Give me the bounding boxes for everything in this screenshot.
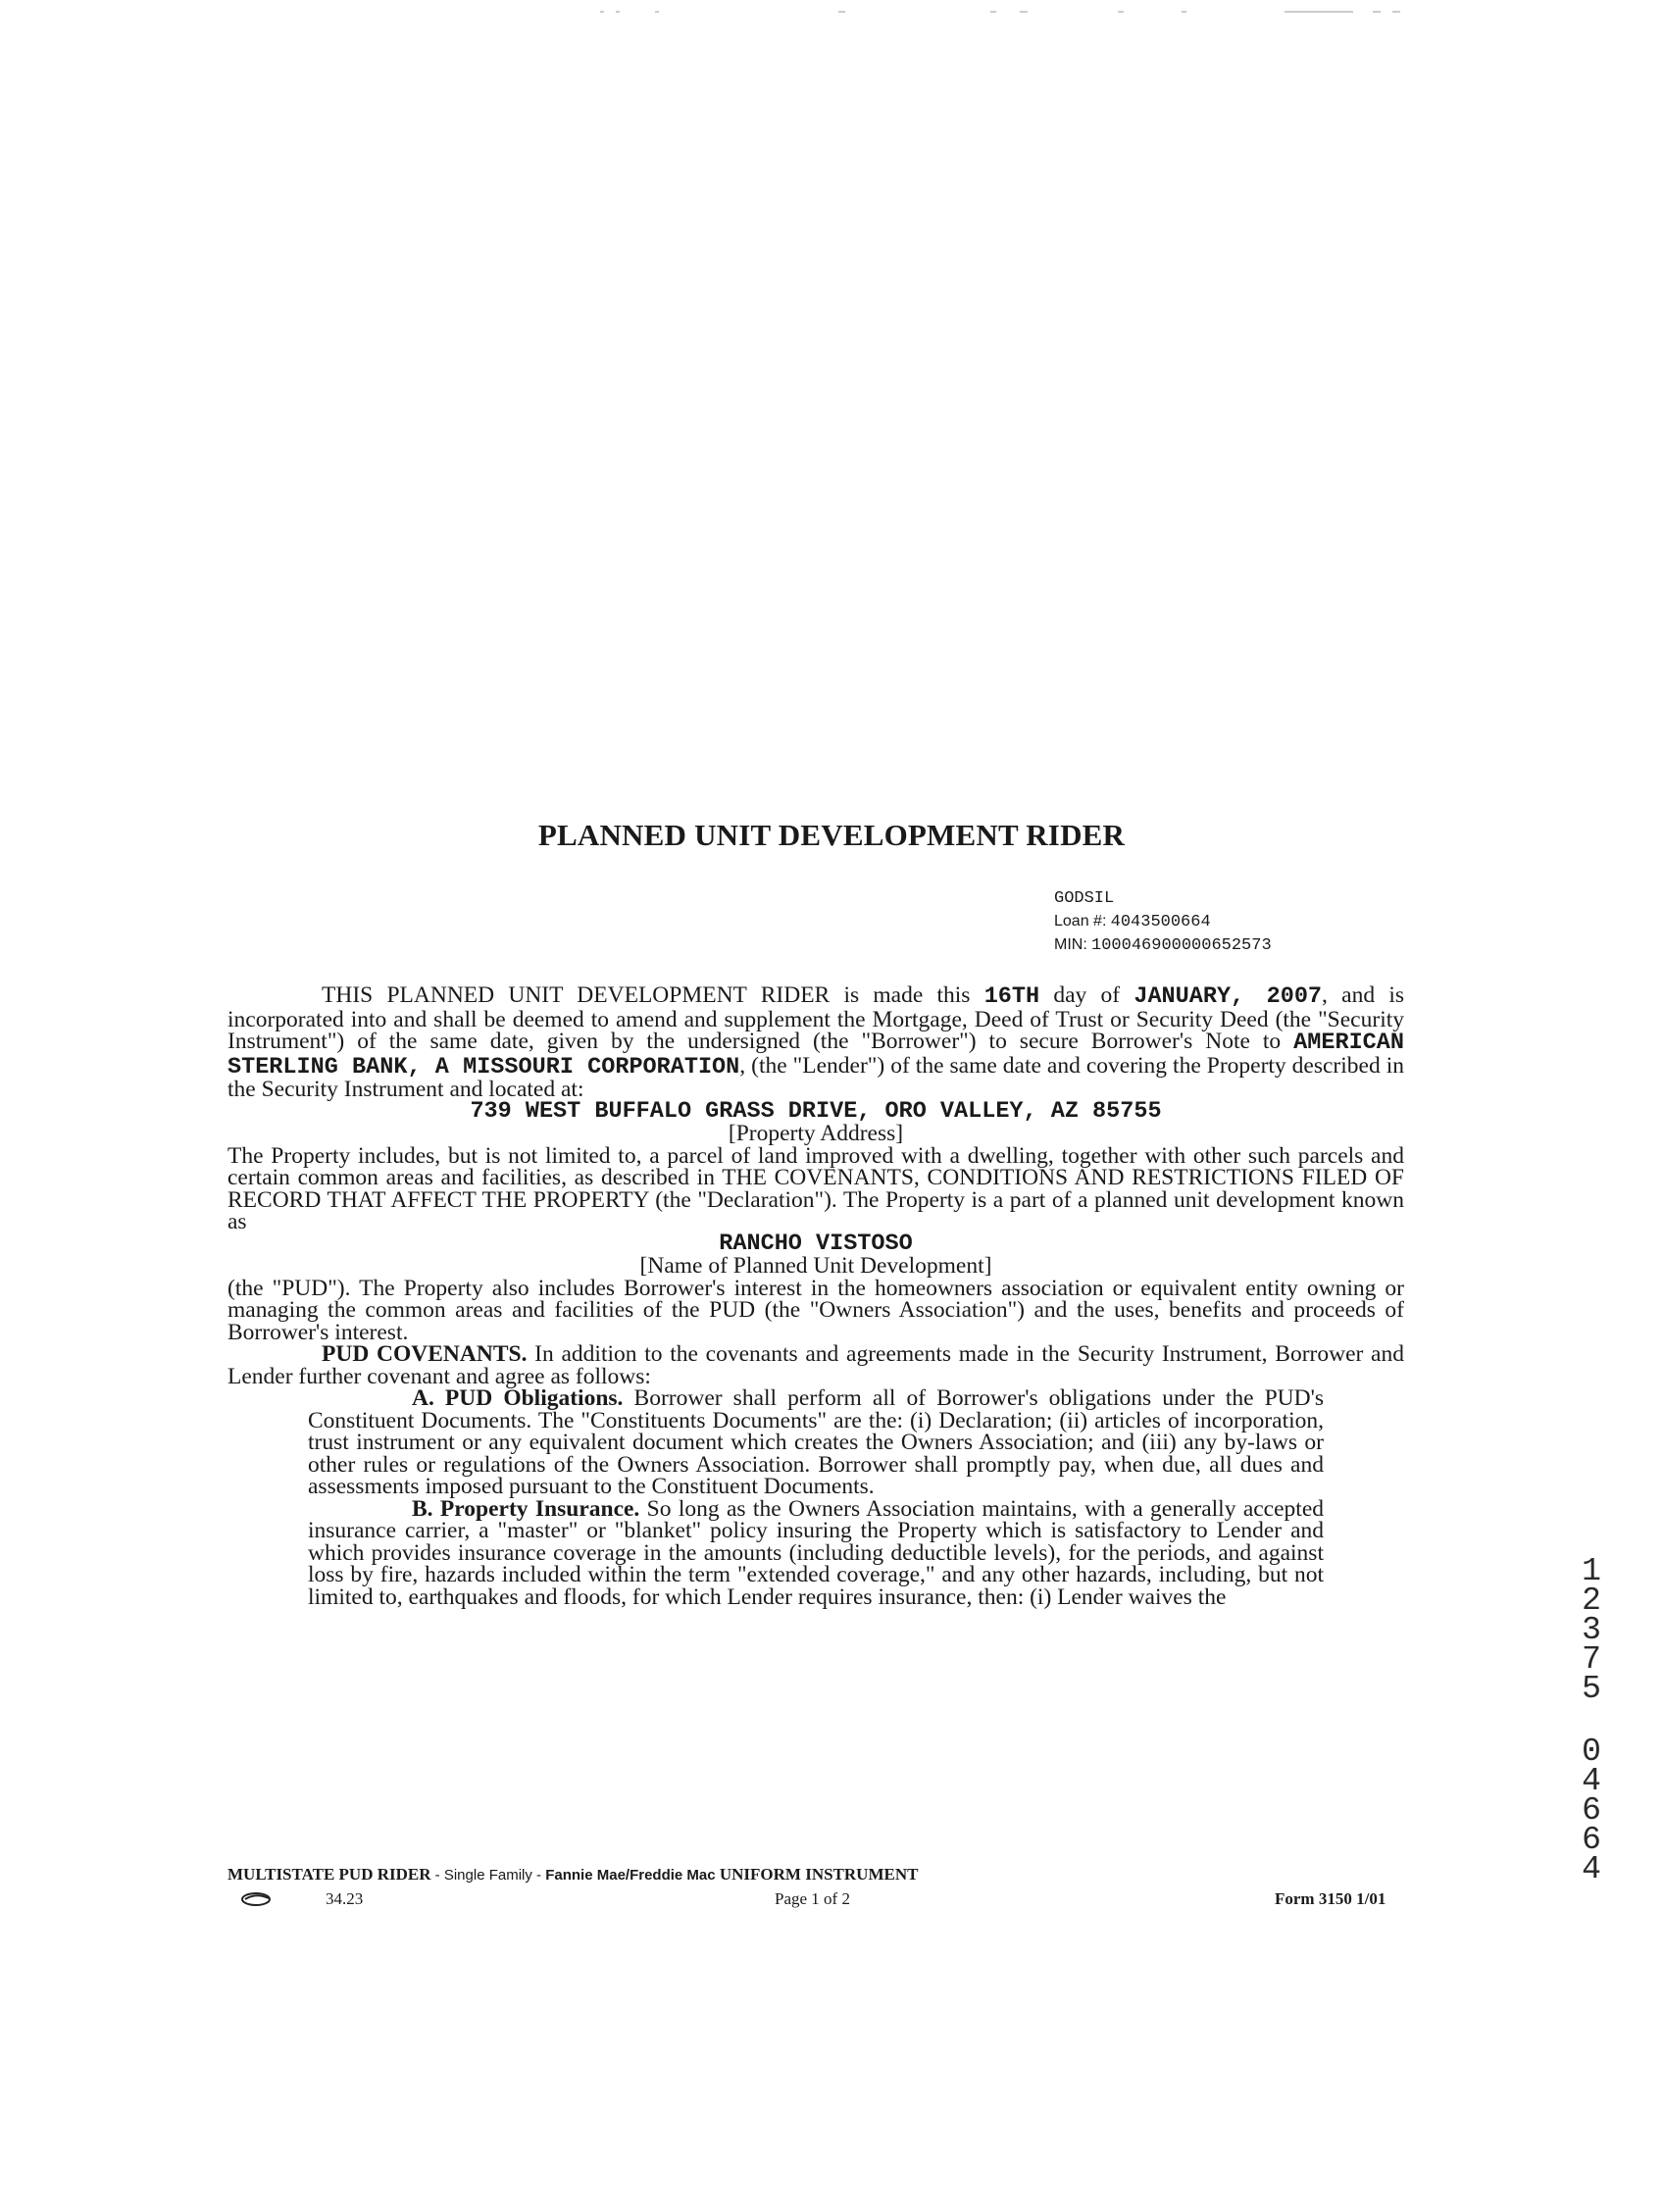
min-number: 100046900000652573 bbox=[1091, 936, 1272, 955]
section-a-paragraph bbox=[308, 1387, 1324, 1498]
stamp-digit: 1 bbox=[1582, 1553, 1601, 1589]
recording-stamp bbox=[1577, 1553, 1606, 1887]
property-address-caption: [Property Address] bbox=[728, 1121, 904, 1146]
stamp-digit: 6 bbox=[1582, 1822, 1601, 1858]
rider-month-year: JANUARY, 2007 bbox=[1134, 983, 1323, 1010]
property-paragraph: The Property includes, but is not limited to, a parcel of land improved with a dwelling, together with other such parcels and certain common areas and facilities, as described in THE COVENANTS, CONDITIONS AND RESTRICTIONS FILED OF RECORD THAT AFFECT THE PROPERTY (the "Declaration"). The Property is a part of a planned unit development known as bbox=[227, 1142, 1404, 1234]
document-title: PLANNED UNIT DEVELOPMENT RIDER bbox=[537, 818, 1126, 852]
min-label: MIN: bbox=[1054, 936, 1087, 953]
stamp-line-2 bbox=[1577, 1734, 1606, 1887]
loan-identifiers bbox=[1054, 888, 1272, 957]
section-b-text: So long as the Owners Association maintains, with a generally accepted insurance carrier, a "master" or "blanket" policy insuring the Property which is satisfactory to Lender and which provides insurance coverage in the amounts (including deductible levels), for the periods, and against loss by fire, hazards included within the term "extended coverage," and any other hazards, including, but not limited to, earthquakes and floods, for which Lender requires insurance, then: (i) Lender waives the bbox=[308, 1495, 1324, 1610]
borrower-name: GODSIL bbox=[1054, 889, 1115, 908]
intro-text-1: THIS PLANNED UNIT DEVELOPMENT RIDER is made this bbox=[322, 982, 984, 1008]
form-logo-icon bbox=[239, 1890, 275, 1908]
section-a-heading: A. PUD Obligations. bbox=[412, 1385, 624, 1411]
stamp-digit: 4 bbox=[1582, 1851, 1601, 1887]
intro-text-4: , (the "Lender") of the same date and covering the Property described in the Security Instrument and located at: bbox=[227, 1052, 1404, 1102]
intro-text-2: day of bbox=[1039, 982, 1134, 1008]
pud-name-caption: [Name of Planned Unit Development] bbox=[639, 1253, 992, 1279]
section-a-text: Borrower shall perform all of Borrower's obligations under the PUD's Constituent Documents. The "Constituents Documents" are the: (i) Declaration; (ii) articles of incorporation, trust instrument or any equivalent document which creates the Owners Association; and (iii) any by-laws or other rules or regulations of the Owners Association. Borrower shall promptly pay, when due, all dues and assessments imposed pursuant to the Constituent Documents. bbox=[308, 1385, 1325, 1499]
loan-number: 4043500664 bbox=[1110, 913, 1211, 931]
footer-title-a: MULTISTATE PUD RIDER bbox=[227, 1865, 431, 1884]
form-code: 34.23 bbox=[326, 1889, 364, 1908]
footer-title-c: Fannie Mae/Freddie Mac bbox=[545, 1867, 716, 1884]
intro-paragraph bbox=[227, 984, 1404, 1101]
stamp-digit: 7 bbox=[1582, 1641, 1601, 1678]
form-number: Form 3150 1/01 bbox=[1275, 1889, 1386, 1908]
stamp-digit: 4 bbox=[1582, 1763, 1601, 1799]
footer-form-title bbox=[227, 1865, 918, 1885]
intro-text-3: , and is incorporated into and shall be deemed to amend and supplement the Mortgage, Deed of Trust or Security Deed (the "Security Instrument") of the same date, given by the undersigned (the "Borrower") to secure Borrower's Note to bbox=[227, 982, 1404, 1054]
pud-paragraph: (the "PUD"). The Property also includes Borrower's interest in the homeowners association or equivalent entity owning or managing the common areas and facilities of the PUD (the "Owners Association") and the uses, benefits and proceeds of Borrower's interest. bbox=[227, 1275, 1404, 1345]
rider-body bbox=[227, 984, 1404, 1608]
page-indicator: Page 1 of 2 bbox=[775, 1889, 850, 1908]
scan-artifacts bbox=[0, 0, 1663, 29]
stamp-digit: 0 bbox=[1582, 1734, 1601, 1770]
covenants-heading: PUD COVENANTS. bbox=[322, 1341, 528, 1367]
stamp-digit: 3 bbox=[1582, 1612, 1601, 1648]
stamp-line-1 bbox=[1577, 1553, 1606, 1707]
stamp-digit: 5 bbox=[1582, 1671, 1601, 1707]
stamp-digit: 6 bbox=[1582, 1792, 1601, 1829]
section-b-heading: B. Property Insurance. bbox=[412, 1495, 640, 1522]
rider-day: 16TH bbox=[983, 983, 1040, 1010]
property-address: 739 WEST BUFFALO GRASS DRIVE, ORO VALLEY, AZ 85755 bbox=[470, 1097, 1162, 1125]
lender-name: AMERICAN STERLING BANK, A MISSOURI CORPORATION bbox=[227, 1030, 1404, 1081]
pud-name: RANCHO VISTOSO bbox=[719, 1230, 913, 1257]
covenants-paragraph bbox=[227, 1343, 1404, 1387]
footer-title-d: UNIFORM INSTRUMENT bbox=[715, 1865, 919, 1884]
stamp-digit: 2 bbox=[1582, 1583, 1601, 1619]
footer-title-b: - Single Family - bbox=[430, 1867, 546, 1884]
loan-number-label: Loan #: bbox=[1054, 913, 1107, 930]
section-b-paragraph bbox=[308, 1495, 1324, 1610]
covenants-text: In addition to the covenants and agreements made in the Security Instrument, Borrower and Lender further covenant and agree as follows: bbox=[227, 1341, 1404, 1389]
